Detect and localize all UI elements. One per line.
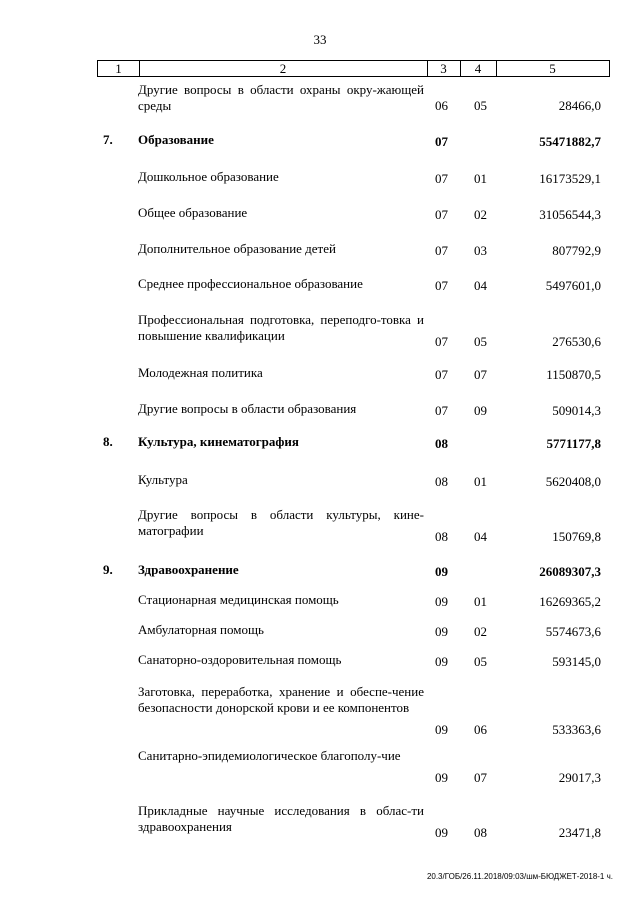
table-row	[97, 205, 610, 223]
row-section-code: 08	[435, 529, 448, 544]
row-section-code: 09	[435, 825, 448, 840]
table-row	[97, 365, 610, 383]
table-row	[97, 82, 610, 114]
row-amount: 150769,8	[552, 529, 601, 544]
row-subsection-code: 06	[474, 722, 487, 737]
row-amount: 276530,6	[552, 334, 601, 349]
table-row	[97, 169, 610, 187]
row-subsection-code: 01	[474, 171, 487, 186]
column-header-1: 1	[98, 61, 140, 76]
row-name: Образование	[138, 132, 214, 147]
row-section-code: 07	[435, 334, 448, 349]
table-row	[97, 312, 610, 350]
column-header-3: 3	[427, 61, 461, 76]
row-amount: 5574673,6	[545, 624, 601, 639]
document-footer-code: 20.3/ГОБ/26.11.2018/09:03/шм-БЮДЖЕТ-2018-1 ч.	[426, 872, 613, 881]
row-name: Стационарная медицинская помощь	[138, 592, 339, 607]
row-name: Среднее профессиональное образование	[138, 276, 363, 291]
column-header-2: 2	[139, 61, 428, 76]
row-name: Санаторно-оздоровительная помощь	[138, 652, 342, 667]
row-section-code: 07	[435, 278, 448, 293]
table-row	[97, 562, 610, 580]
row-subsection-code: 05	[474, 654, 487, 669]
column-header-5: 5	[549, 61, 556, 76]
row-subsection-code: 01	[474, 594, 487, 609]
row-name: Молодежная политика	[138, 365, 263, 380]
table-row	[97, 507, 610, 545]
row-amount: 5620408,0	[545, 474, 601, 489]
row-amount: 26089307,3	[539, 564, 601, 579]
row-section-code: 07	[435, 134, 448, 149]
row-subsection-code: 09	[474, 403, 487, 418]
row-name: Общее образование	[138, 205, 248, 220]
row-amount: 16173529,1	[539, 171, 601, 186]
row-amount: 1150870,5	[546, 367, 601, 382]
row-name: Амбулаторная помощь	[138, 622, 264, 637]
row-number: 8.	[103, 434, 113, 449]
row-name: Культура	[138, 472, 188, 487]
row-section-code: 07	[435, 171, 448, 186]
column-header-4: 4	[460, 61, 497, 76]
row-amount: 16269365,2	[539, 594, 601, 609]
row-amount: 28466,0	[558, 98, 601, 113]
row-subsection-code: 02	[474, 207, 487, 222]
row-name: Прикладные научные исследования в облас-ти здравоохранения	[138, 803, 424, 834]
row-section-code: 09	[435, 654, 448, 669]
row-name: Другие вопросы в области образования	[138, 401, 357, 416]
table-row	[97, 684, 610, 738]
row-section-code: 09	[435, 624, 448, 639]
table-row	[97, 803, 610, 841]
row-subsection-code: 02	[474, 624, 487, 639]
row-section-code: 09	[435, 770, 448, 785]
row-name: Дополнительное образование детей	[138, 241, 336, 256]
table-row	[97, 592, 610, 610]
table-row	[97, 241, 610, 259]
table-row	[97, 276, 610, 294]
row-number: 9.	[103, 562, 113, 577]
row-number: 7.	[103, 132, 113, 147]
row-amount: 5771177,8	[546, 436, 601, 451]
table-column-header	[97, 60, 610, 77]
row-subsection-code: 08	[474, 825, 487, 840]
row-amount: 807792,9	[552, 243, 601, 258]
row-section-code: 09	[435, 722, 448, 737]
table-row	[97, 434, 610, 452]
row-subsection-code: 05	[474, 334, 487, 349]
table-row	[97, 472, 610, 490]
table-row	[97, 132, 610, 150]
row-subsection-code: 04	[474, 278, 487, 293]
row-subsection-code: 07	[474, 367, 487, 382]
row-section-code: 09	[435, 594, 448, 609]
row-name: Санитарно-эпидемиологическое благополу-чие	[138, 748, 401, 763]
row-amount: 5497601,0	[545, 278, 601, 293]
row-amount: 23471,8	[558, 825, 601, 840]
row-subsection-code: 07	[474, 770, 487, 785]
row-amount: 593145,0	[552, 654, 601, 669]
row-name: Здравоохранение	[138, 562, 239, 577]
row-section-code: 09	[435, 564, 448, 579]
row-subsection-code: 04	[474, 529, 487, 544]
table-row	[97, 652, 610, 670]
row-subsection-code: 03	[474, 243, 487, 258]
row-name: Культура, кинематография	[138, 434, 299, 449]
row-section-code: 07	[435, 243, 448, 258]
row-section-code: 07	[435, 403, 448, 418]
row-name: Дошкольное образование	[138, 169, 279, 184]
row-section-code: 08	[435, 436, 448, 451]
row-name: Профессиональная подготовка, переподго-товка и повышение квалификации	[138, 312, 424, 343]
row-name: Другие вопросы в области охраны окру-жающей среды	[138, 82, 424, 113]
table-row	[97, 748, 610, 786]
row-name: Другие вопросы в области культуры, кине-матографии	[138, 507, 424, 538]
row-amount: 29017,3	[558, 770, 601, 785]
row-subsection-code: 05	[474, 98, 487, 113]
row-subsection-code: 01	[474, 474, 487, 489]
row-amount: 509014,3	[552, 403, 601, 418]
row-section-code: 06	[435, 98, 448, 113]
row-section-code: 07	[435, 207, 448, 222]
row-name: Заготовка, переработка, хранение и обеспе-чение безопасности донорской крови и ее компонентов	[138, 684, 424, 715]
table-row	[97, 401, 610, 419]
row-section-code: 07	[435, 367, 448, 382]
row-section-code: 08	[435, 474, 448, 489]
row-amount: 533363,6	[552, 722, 601, 737]
row-amount: 31056544,3	[539, 207, 601, 222]
table-row	[97, 622, 610, 640]
page-number: 33	[313, 32, 327, 47]
row-amount: 55471882,7	[539, 134, 601, 149]
